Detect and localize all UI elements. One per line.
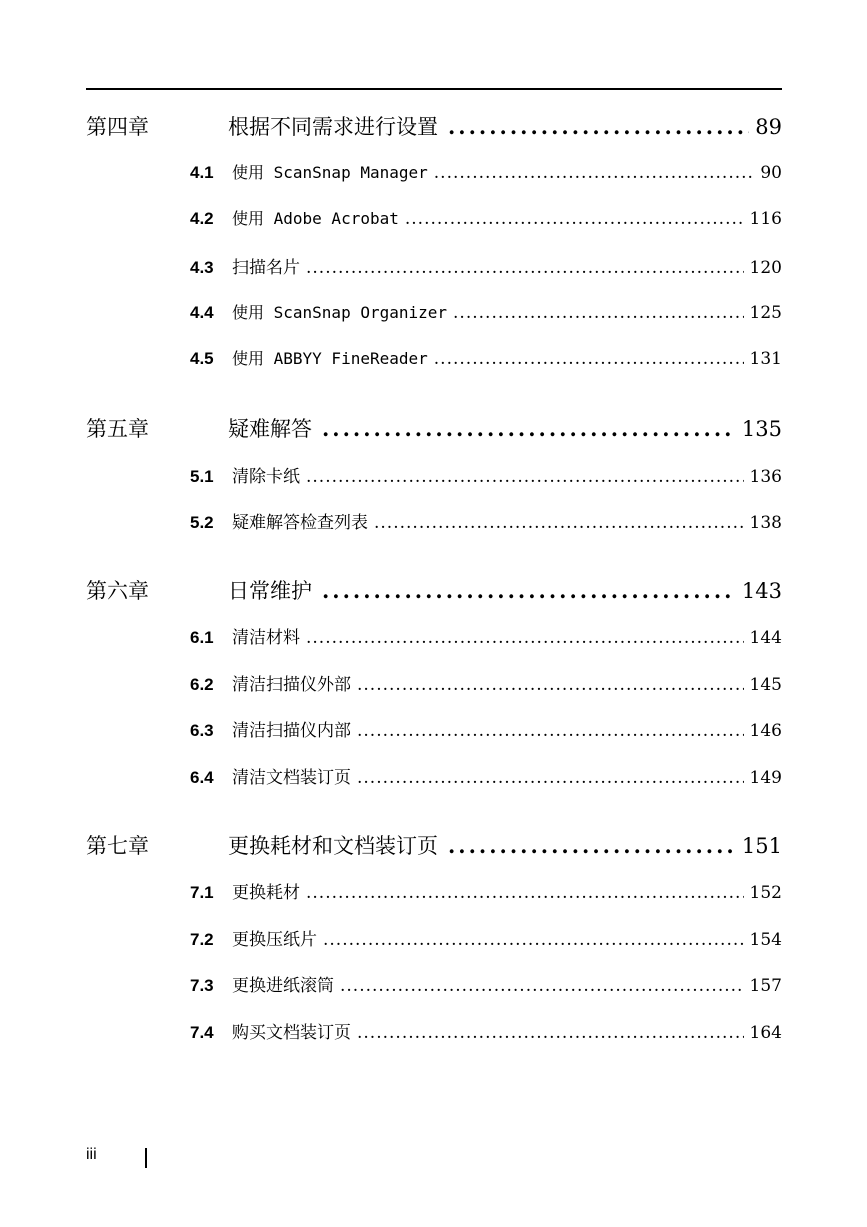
toc-section-entry[interactable] <box>190 160 782 183</box>
section-title: 更换进纸滚筒 <box>232 976 334 996</box>
dot-leader <box>434 163 755 183</box>
page-number: 157 <box>749 976 782 996</box>
section-title: 使用 ABBYY FineReader <box>232 349 428 368</box>
footer-page-number: iii <box>86 1146 97 1163</box>
toc-section-entry[interactable] <box>190 971 782 996</box>
chapter-title: 疑难解答 <box>228 417 312 441</box>
page-number: 149 <box>749 768 782 788</box>
dot-leader <box>357 675 744 695</box>
chapter-label: 第七章 <box>86 834 149 858</box>
section-number: 4.3 <box>190 258 214 277</box>
dot-leader <box>448 833 736 858</box>
section-title: 清除卡纸 <box>232 467 300 487</box>
dot-leader <box>357 768 744 788</box>
section-number: 6.3 <box>190 721 214 740</box>
toc-section-entry[interactable] <box>190 206 782 229</box>
chapter-title: 更换耗材和文档装订页 <box>228 834 438 858</box>
toc-chapter-entry[interactable] <box>86 830 782 860</box>
toc-chapter-entry[interactable] <box>86 575 782 605</box>
toc-section-entry[interactable] <box>190 670 782 695</box>
toc-section-entry[interactable] <box>190 763 782 788</box>
section-title: 疑难解答检查列表 <box>232 513 368 533</box>
footer-divider <box>145 1148 147 1168</box>
section-number: 7.4 <box>190 1023 214 1042</box>
page-number: 143 <box>741 579 782 603</box>
section-number: 5.1 <box>190 467 214 486</box>
page-number: 154 <box>749 930 782 950</box>
dot-leader <box>322 578 736 603</box>
page-number: 146 <box>749 721 782 741</box>
toc-section-entry[interactable] <box>190 508 782 533</box>
page-number: 135 <box>741 417 782 441</box>
section-number: 4.2 <box>190 209 214 228</box>
toc-chapter-entry[interactable] <box>86 111 782 141</box>
section-number: 5.2 <box>190 513 214 532</box>
dot-leader <box>434 349 744 369</box>
chapter-label: 第五章 <box>86 417 149 441</box>
section-title: 更换耗材 <box>232 883 300 903</box>
dot-leader <box>357 721 744 741</box>
page-number: 164 <box>749 1023 782 1043</box>
toc-section-entry[interactable] <box>190 253 782 278</box>
section-title: 清洁材料 <box>232 628 300 648</box>
dot-leader <box>374 513 744 533</box>
toc-section-entry[interactable] <box>190 716 782 741</box>
dot-leader <box>340 976 744 996</box>
chapter-label: 第六章 <box>86 579 149 603</box>
page-number: 136 <box>749 467 782 487</box>
section-title: 使用 ScanSnap Manager <box>232 163 428 182</box>
section-number: 6.2 <box>190 675 214 694</box>
section-number: 4.1 <box>190 163 214 182</box>
dot-leader <box>405 209 744 229</box>
toc-section-entry[interactable] <box>190 462 782 487</box>
dot-leader <box>306 628 744 648</box>
section-title: 更换压纸片 <box>232 930 317 950</box>
page-number: 89 <box>755 115 782 139</box>
page-number: 90 <box>760 163 782 183</box>
toc-section-entry[interactable] <box>190 925 782 950</box>
chapter-title: 日常维护 <box>228 579 312 603</box>
toc-section-entry[interactable] <box>190 346 782 369</box>
page-number: 144 <box>749 628 782 648</box>
page-number: 131 <box>749 349 782 369</box>
dot-leader <box>322 416 736 441</box>
toc-section-entry[interactable] <box>190 1018 782 1043</box>
section-title: 扫描名片 <box>232 258 300 278</box>
dot-leader <box>448 114 749 139</box>
section-number: 4.5 <box>190 349 214 368</box>
dot-leader <box>306 258 744 278</box>
toc-section-entry[interactable] <box>190 300 782 323</box>
dot-leader <box>306 883 744 903</box>
section-number: 6.1 <box>190 628 214 647</box>
page-number: 120 <box>749 258 782 278</box>
dot-leader <box>323 930 744 950</box>
chapter-title: 根据不同需求进行设置 <box>228 115 438 139</box>
page-number: 125 <box>749 303 782 323</box>
header-rule <box>86 88 782 90</box>
section-title: 使用 Adobe Acrobat <box>232 209 399 228</box>
page-number: 116 <box>749 209 782 229</box>
section-title: 清洁扫描仪内部 <box>232 721 351 741</box>
section-title: 使用 ScanSnap Organizer <box>232 303 448 322</box>
chapter-label: 第四章 <box>86 115 149 139</box>
section-number: 4.4 <box>190 303 214 322</box>
dot-leader <box>306 467 744 487</box>
toc-chapter-entry[interactable] <box>86 413 782 443</box>
section-title: 清洁文档装订页 <box>232 768 351 788</box>
section-number: 7.2 <box>190 930 214 949</box>
section-number: 6.4 <box>190 768 214 787</box>
section-number: 7.3 <box>190 976 214 995</box>
section-title: 清洁扫描仪外部 <box>232 675 351 695</box>
section-number: 7.1 <box>190 883 214 902</box>
page-number: 151 <box>741 834 782 858</box>
page-number: 145 <box>749 675 782 695</box>
toc-section-entry[interactable] <box>190 623 782 648</box>
toc-section-entry[interactable] <box>190 878 782 903</box>
dot-leader <box>357 1023 744 1043</box>
section-title: 购买文档装订页 <box>232 1023 351 1043</box>
page-number: 138 <box>749 513 782 533</box>
dot-leader <box>453 303 744 323</box>
page-number: 152 <box>749 883 782 903</box>
